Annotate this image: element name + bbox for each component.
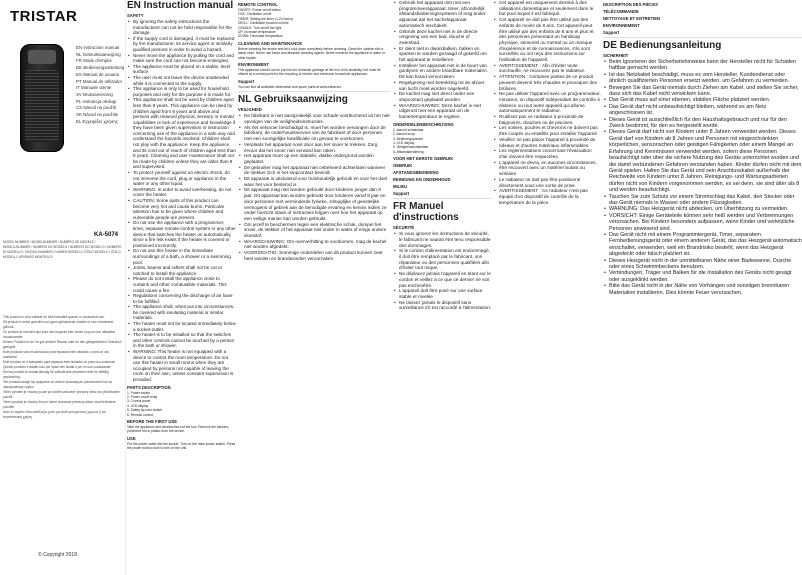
en-remote-item: DOWN: Decrease temperature <box>238 34 284 39</box>
en-safety-item: • The heater must not be located immediately below a socket-outlet. <box>133 321 236 332</box>
fr-safety-item: • L'appareil ne devra, en aucunes circonstances, être recouvert avec un matériel isolant ou similaire. <box>499 160 601 177</box>
en-use-heading: USE <box>127 435 136 441</box>
fr-safety-item: • Cet appareil ne doit pas être utilisé par des enfants de moins de 8 ans. Cet appareil peut être utilisé par des enfants de 8 ans et plus et des personnes présentant un handicap physique, sensoriel ou mental ou un manque d'expérience et de connaissances, s'ils sont surveillés ou ont reçu des instructions sur l'utilisation de l'appareil. <box>499 17 601 63</box>
de-safety-item: • Das Gerät muss auf einer ebenen, stabilen Fläche platziert werden. <box>609 97 802 103</box>
en-part-item: 1. Power switch <box>127 390 151 395</box>
nl-title: NL Gebruiksaanwijzing <box>238 94 348 106</box>
nl-safety-item: • De kachel mag niet direct onder een stopcontact geplaatst worden. <box>399 91 492 102</box>
language-item: CS Návod na použití <box>76 105 117 111</box>
fr-remote-heading: TÉLÉCOMMANDE <box>603 9 639 14</box>
fr-safety-item: • Les réglementations concernant l'évacuation d'air doivent être respectées. <box>499 148 601 159</box>
language-item: IT Manuale utente <box>76 85 112 91</box>
nl-part-item: 4. LED display <box>393 140 415 145</box>
cover-column <box>0 0 126 575</box>
language-item: EN Instruction manual <box>76 45 120 50</box>
language-item: EL Εγχειρίδιο χρήσης <box>76 118 118 124</box>
en-safety-item: • Do not use the appliance with a programmer, timer, separate remote-control system or any other device that switches the heater on automatically, since a fire risk exists if the heater is covered or positioned incorrectly. <box>133 220 236 248</box>
en-cleaning-text: Before cleaning the device and let it cool down completely before cleaning. Clean the outside with a damp cloth. Never use harsh and abrasive cleaning agents. Never immerse the appliance in water or other liquids. <box>238 46 385 60</box>
en-safety-heading: SAFETY <box>127 13 144 18</box>
en-part-item: 6. Remote control <box>127 412 154 417</box>
de-safety-item: • Tauchen Sie zum Schutz vor einem Stromschlag das Kabel, den Stecker oder das Gerät niemals in Wasser oder andere Flüssigkeiten. <box>609 194 802 207</box>
en-remote-item: CRADLE: Turn on/off the light <box>238 25 282 30</box>
en-before-text: Take the appliance and accessories out the box. Remove the stickers, protective foil or plastic from the device. <box>127 425 230 434</box>
multilingual-safety-notice: This product is only suitable for well-insulated spaces or occasional use. Dit product is enkel geschikt voor goed geïsoleerde ruimtes of voor incidenteel gebruik. Ce produit ne convient que pour des espaces bien isolés ou pour une utilisation occasionnelle. Dieses Produkt ist nur für gut isolierte Räume oder für den gelegentlichen Gebrauch geeignet. Este producto sólo es adecuado para espacios bien aislados o para un uso ocasional. Este produto só é adequado para espaços bem isolados ou para uso ocasional. Questo prodotto è adatto solo per spazi ben isolati o per un uso occasionale. Denna produkt är endast lämplig för välisolerade utrymmen eller för tillfällig användning. Ten produkt nadaje się wyłącznie do dobrze izolowanych pomieszczeń lub do okazjonalnego użytku. Tento výrobek je vhodný pouze pro dobře izolované prostory nebo pro příležitostné použití. Tento výrobok je vhodný iba pre dobre izolované priestory alebo na príležitostné použitie. Αυτό το προϊόν είναι κατάλληλο μόνο για καλά μονωμένους χώρους ή για περιστασιακή χρήση. <box>3 315 122 419</box>
copyright-notice: © Copyright 2018 <box>38 552 77 558</box>
fr-env-heading: ENVIRONNEMENT <box>603 23 640 28</box>
nl-safety-item: • Gebruik het apparaat niet met een programmeerapparaat, timer, afzonderlijk afstandsbedieningssysteem of enig ander apparaat dat het kachelapparaat automatisch inschakelt. <box>399 0 492 29</box>
en-safety-item: • Joints, beams and rafters shall not be cut or notched to install the appliance. <box>133 265 236 276</box>
heater-product-image <box>20 44 64 152</box>
en-part-item: 3. Control panel <box>127 399 151 404</box>
en-support-text: You can find all available information and spare parts at www.tristar.eu! <box>238 84 342 89</box>
nl-cleaning-heading: REINIGING EN ONDERHOUD <box>393 177 451 183</box>
en-safety-item: • Never move the appliance by pulling the cord and make sure the cord can not become entangled. <box>133 53 236 64</box>
nl-support-heading: Support <box>393 191 410 197</box>
de-safety-item: • Dieses Gerät darf nicht von Kindern unter 8 Jahren verwendet werden. Dieses Gerät darf von Kindern ab 8 Jahren und Personen mit eingeschränkten körperlichen, sensorischen oder geistigen Fähigkeiten oder einem Mangel an Erfahrung und Kenntnissen verwendet werden, sofern diese Personen beaufsichtigt oder über die sichere Nutzung des Geräts unterrichtet wurden und die damit verbundenen Gefahren verstanden haben. Kinder dürfen nicht mit dem Gerät spielen. Halten Sie das Gerät und sein Anschlusskabel außerhalb der Reichweite von Kindern unter 8 Jahren. Reinigungs- und Wartungsarbeiten dürfen nicht von Kindern vorgenommen werden, es sei denn, sie sind älter als 8 und werden beaufsichtigt. <box>609 129 802 193</box>
nl-safety-item: • Dit apparaat is uitsluitend voor huishoudelijk gebruik en voor het doel waar het voor bestemd is. <box>244 176 390 187</box>
en-parts-heading: PARTS DESCRIPTION <box>127 384 171 390</box>
fr-safety-item: • N'utilisez pas ce radiateur à proximité de baignoires, douches ou de piscines. <box>499 114 601 125</box>
nl-use-heading: GEBRUIK <box>393 163 413 169</box>
nl-safety-item: • Regelgeving met betrekking tot de afvoer van lucht moet worden nageleefd. <box>399 80 492 91</box>
nl-safety-list <box>238 113 390 261</box>
de-safety-item: • Beim Ignorieren der Sicherheitshinweise kann der Hersteller nicht für Schäden haftbar gemacht werden. <box>609 59 802 72</box>
en-safety-item: • By ignoring the safety instructions the manufacturer can not be held responsible for the damage. <box>133 19 236 36</box>
section-divider <box>603 37 802 38</box>
nl-before-heading: VOOR HET EERSTE GEBRUIK <box>393 156 454 162</box>
nl-part-item: 1. Aan/uit schakelaar <box>393 127 424 132</box>
en-part-item: 5. Safety tip-over switch <box>127 408 162 413</box>
nl-safety-heading: VEILIGHEID <box>238 107 262 113</box>
heater-grille <box>25 70 59 142</box>
en-part-item: 2. Power on/off relay <box>127 395 158 399</box>
de-safety-item: • VORSICHT: Einige Geräteteile können sehr heiß werden und Verbrennungen verursachen. Bei Kindern besonders aufpassen, wenn Kinder und verletzliche Personen anwesend sind. <box>609 213 802 232</box>
en-safety-item: • The appliance must be placed on a stable, level surface. <box>133 64 236 75</box>
en-remote-list <box>238 8 390 39</box>
en-safety-list <box>127 19 236 383</box>
de-safety-item: • Das Gerät darf nicht unbeaufsichtigt bleiben, während es am Netz angeschlossen ist. <box>609 104 802 117</box>
en-safety-item: • Regulations concerning the discharge of air have to be fulfilled. <box>133 293 236 304</box>
nl-safety-item: • Gebruik deze kachel niet in de directe omgeving van een bad, douche of zwembad. <box>399 29 492 46</box>
fr-column <box>493 0 601 575</box>
fr-safety-item: • Ne pas utiliser l'appareil avec un programmateur, minuteur, un dispositif indépendant de contrôle à distance ou tout autre appareil qui allume automatiquement le radiateur. <box>499 91 601 114</box>
language-item: SV Bruksanvisning <box>76 91 113 97</box>
fr-safety-list-continued <box>493 0 601 205</box>
de-safety-list <box>603 59 802 296</box>
fr-safety-item: • Si vous ignorez les instructions de sécurité, le fabricant ne saurait être tenu responsable des dommages. <box>399 231 492 248</box>
en-part-item: 4. LED display <box>127 403 149 408</box>
fr-safety-list <box>393 231 492 311</box>
en-parts-list <box>127 391 236 417</box>
en-safety-item: • The heater is to be installed so that the switches and other controls cannot be touched by a person in the bath or shower. <box>133 332 236 349</box>
en-safety-item: • CAUTION: Some parts of this product can become very hot and cause burns. Particular attention has to be given where children and vulnerable people are present. <box>133 198 236 220</box>
nl-safety-item: • Het apparaat moet op een stabiele, vlakke ondergrond worden geplaatst. <box>244 153 390 164</box>
en-safety-item: • The appliance shall, when put into circumstances, be covered with insulating material or similar materials. <box>133 304 236 321</box>
nl-env-heading: MILIEU <box>393 184 408 190</box>
en-remote-item: ON/OFF: Power on/off button <box>238 8 281 12</box>
fr-safety-heading: SÉCURITÉ <box>393 225 415 231</box>
fr-safety-item: • Cet appareil est uniquement destiné à des utilisations domestiques et seulement dans le but pour lequel il est fabriqué. <box>499 0 601 17</box>
de-title: DE Bedienungsanleitung <box>603 40 722 51</box>
nl-column <box>393 0 492 575</box>
en-safety-item: • The user must not leave the device unattended while it is connected to the supply. <box>133 75 236 86</box>
de-safety-item: • Das Gerät nicht mit einem Programmiergerät, Timer, separatem Fernbedienungsgerät oder einem anderen Gerät, das das Heizgerät automatisch einschaltet, verwenden, weil ein Brandrisiko besteht, wenn das Heizgerät abgedeckt oder falsch platziert ist. <box>609 232 802 258</box>
fr-title: FR Manuel d'instructions <box>393 201 459 224</box>
nl-safety-list-continued <box>393 0 492 120</box>
en-env-heading: ENVIRONMENT <box>238 62 269 68</box>
en-remote-item: DEG-L: Oscillation function control <box>238 21 289 26</box>
brand-logo: TRISTAR <box>10 8 78 25</box>
fr-de-column <box>603 0 802 575</box>
language-item: SK Návod na použitie <box>76 112 119 118</box>
nl-part-item: 5. Veiligheidsschakelaar <box>393 145 429 150</box>
en-remote-heading: REMOTE CONTROL <box>238 2 278 7</box>
en-remote-item: TIMER: Setting the timer (1-24 hours) <box>238 16 293 21</box>
nl-part-item: 3. Bedieningspaneel <box>393 136 423 141</box>
en-safety-item: • To protect yourself against an electric shock, do not immerse the cord, plug or appliance in the water or any other liquid. <box>133 170 236 187</box>
language-item: NL Gebruiksaanwijzing <box>76 51 121 57</box>
language-item: FR Mode d'emploi <box>76 58 112 64</box>
fr-parts-heading: DESCRIPTION DES PIÈCES <box>603 2 658 7</box>
en-remote-item: UP: Increase temperature <box>238 30 276 35</box>
nl-safety-item: • Installeer het apparaat niet in de buurt van gordijnen en andere brandbare materialen. Dit kan brand veroorzaken. <box>399 63 492 80</box>
language-item: PT Manual de utilizador <box>76 78 123 84</box>
de-safety-item: • Bitte das Gerät nicht in der Nähe von Vorhängen und sonstigen brennbaren Materialien installieren. Dies könnte Feuer verursachen. <box>609 283 802 296</box>
language-item: DE Bedienungsanleitung <box>76 65 125 71</box>
en-remote-item: OSC: Oscillation on/off <box>238 12 272 17</box>
fr-safety-item: • Veuillez ne pas placer l'appareil à proximité de rideaux et d'autres matériaux inflammables. <box>499 137 601 148</box>
nl-remote-heading: AFSTANDSBEDIENING <box>393 170 439 176</box>
fr-safety-item: • AVERTISSEMENT : Afin d'éviter toute surchauffe, ne recouvrez pas le radiateur. <box>499 63 601 74</box>
de-safety-item: • Verbindungen, Träger und Balken für die Installation des Geräts nicht gesägt oder ausgeklinkt werden. <box>609 270 802 283</box>
nl-part-item: 6. Afstandsbediening <box>393 149 424 154</box>
nl-safety-item: • Als het netsnoer beschadigd is, moet het worden vervangen door de fabrikant, de onderhoudsservice van de fabrikant of door personen met een soortgelijke kwalificatie om gevaar te voorkomen. <box>244 125 390 142</box>
nl-safety-item: • Er dient niet in dwarsbalken, balken en spanten te worden gezaagd of gekerfd om het apparaat te installeren. <box>399 46 492 63</box>
fr-safety-item: • Ne laissez jamais le dispositif sans surveillance s'il est raccordé à l'alimentation. <box>399 300 492 311</box>
nl-parts-heading: ONDERDELENBESCHRIJVING <box>393 121 454 127</box>
en-safety-item: • If the supply cord is damaged, it must be replaced by the manufacturer, its service agent or similarly qualified persons in order to avoid a hazard. <box>133 36 236 53</box>
nl-safety-item: • VOORZICHTIG: Sommige onderdelen van dit product kunnen zeer heet worden en brandwonden veroorzaken. <box>244 250 390 261</box>
de-safety-item: • Dieses Heizgerät nicht in der unmittelbaren Nähe einer Badewanne, Dusche oder eines Schwimmbeckens benutzen. <box>609 258 802 271</box>
en-column <box>127 0 236 575</box>
nl-safety-item: • Verplaats het apparaat nooit door aan het snoer te trekken. Zorg ervoor dat het snoer niet verward kan raken. <box>244 142 390 153</box>
en-safety-item: • Please do not install the appliance close to curtains and other combustible materials. This could cause a fire. <box>133 276 236 293</box>
en-safety-item: • This appliance is only to be used for household purposes and only for the purpose it is made for. <box>133 86 236 97</box>
multilingual-notice: MODEL NUMBER / MODELNUMMER / NUMÉRO DE MODÈLE / MODELLNUMMER / NÚMERO DE MODELO / NÚMERO DO MODELO / NUMERO DI MODELLO / MODELLNUMMER / NUMER MODELU / ČÍSLO MODELU / ČÍSLO MODELU / ΑΡΙΘΜΟΣ ΜΟΝΤΕΛΟΥ <box>3 240 122 259</box>
nl-safety-item: • De fabrikant is niet aansprakelijk voor schade voortkomend uit het niet opvolgen van de veiligheidsinstructies. <box>244 113 390 124</box>
nl-parts-list <box>393 128 492 154</box>
en-env-text: This appliance should not be put into the domestic garbage at the end of its durability, but must be offered at a central point for the recycling of electric and electronic household appliances. <box>238 68 381 77</box>
en-cleaning-heading: CLEANING AND MAINTENANCE <box>238 40 303 46</box>
en-nl-column <box>238 0 390 575</box>
en-before-heading: BEFORE THE FIRST USE <box>127 419 178 425</box>
nl-part-item: 2. Aan/uit knop <box>393 132 415 137</box>
model-number: KA-5074 <box>94 232 119 238</box>
nl-safety-item: • Om jezelf te beschermen tegen een elektrische schok, dompel het snoer, de stekker of het apparaat niet onder in water of enige andere vloeistof. <box>244 222 390 239</box>
en-use-text: Put the power cable into the socket. Turn on the main power switch. Press the power button once to turn on the unit. <box>127 441 236 451</box>
fr-cleaning-heading: NETTOYAGE ET ENTRETIEN <box>603 16 661 21</box>
en-safety-item: • WARNING: This heater is not equipped with a device to control the room temperature. Do not use this heater in small rooms when they are occupied by persons not capable of leaving the room on their own, unless constant supervision is provided. <box>133 349 236 383</box>
fr-support-heading: Support <box>603 30 620 35</box>
nl-safety-item: • De gebruiker mag het apparaat niet onbeheerd achterlaten wanneer de stekker zich in het stopcontact bevindt. <box>244 165 390 176</box>
en-safety-item: • Do not use this heater in the immediate surroundings of a bath, a shower or a swimming pool. <box>133 248 236 265</box>
en-title: EN Instruction manual <box>127 0 234 11</box>
en-safety-item: • This appliance shall not be used by children aged less than 8 years. This appliance can be used by children aged from 8 years and above and persons with reduced physical, sensory or mental capabilities or lack of experience and knowledge if they have been given supervision or instruction concerning use of the appliance in a safe way and understand the hazards involved. Children shall not play with the appliance. Keep the appliance and its cord out of reach of children aged less than 8 years. Cleaning and user maintenance shall not be made by children unless they are older than 8 and supervised. <box>133 97 236 170</box>
language-item: PL Instrukcja obsługi <box>76 98 117 104</box>
fr-safety-item: • L'appareil doit être posé sur une surface stable et nivelée. <box>399 288 492 299</box>
language-list <box>76 45 124 125</box>
heater-control-panel <box>28 50 56 64</box>
fr-safety-item: • ATTENTION : Certaines parties de ce produit peuvent devenir très chaudes et provoquer des brûlures. <box>499 74 601 91</box>
language-item: ES Manual de usuario <box>76 71 120 77</box>
en-safety-item: • WARNING: In order to avoid overheating, do not cover the heater. <box>133 187 236 198</box>
de-safety-heading: SICHERHEIT <box>603 53 629 58</box>
nl-safety-item: • WAARSCHUWING: Om oververhitting te voorkomen, mag de kachel niet worden afgedekt. <box>244 239 390 250</box>
fr-safety-item: • Ne déplacez jamais l'appareil en tirant sur le cordon et veillez à ce que ce dernier ne soit pas enchevêtré. <box>399 271 492 288</box>
de-safety-item: • Dieses Gerät ist ausschließlich für den Haushaltsgebrauch und nur für den Zweck bestimmt, für den es hergestellt wurde. <box>609 117 802 130</box>
nl-safety-item: • Dit apparaat mag niet worden gebruikt door kinderen jonger dan 8 jaar. Dit apparaat kan worden gebruikt door kinderen vanaf 8 jaar en door personen met verminderde fysieke, zintuiglijke of geestelijke vermogens of gebrek aan de benodigde ervaring en kennis indien ze onder toezicht staan of instructies krijgen over hoe het apparaat op een veilige manier kan worden gebruikt. <box>244 187 390 221</box>
en-support-heading: Support <box>238 78 255 84</box>
de-safety-item: • Ist das Netzkabel beschädigt, muss es vom Hersteller, Kundendienst oder ähnlich qualifizierten Personen ersetzt werden, um Gefahren zu vermeiden. <box>609 72 802 85</box>
fr-safety-item: • Si le cordon d'alimentation est endommagé, il doit être remplacé par le fabricant, son réparateur ou des personnes qualifiées afin d'éviter tout risque. <box>399 248 492 271</box>
de-safety-item: • WARNUNG: Das Heizgerät nicht abdecken, um Überhitzung zu vermeiden. <box>609 206 802 212</box>
fr-safety-item: • Les solives, poutres et chevrons ne doivent pas être coupés ou entaillés pour installer l'appareil. <box>499 125 601 136</box>
fr-safety-item: • Le radiateur ne doit pas être positionné directement sous une sortie de prise. <box>499 177 601 188</box>
section-divider <box>393 198 492 199</box>
section-divider <box>238 91 390 92</box>
fr-safety-item: • AVERTISSEMENT : Ce radiateur n'est pas équipé d'un dispositif de contrôle de la température de la pièce. <box>499 188 601 205</box>
nl-safety-item: • WAARSCHUWING: Deze kachel is niet uitgerust met een apparaat om de kamertemperatuur te regelen. <box>399 103 492 120</box>
de-safety-item: • Bewegen Sie das Gerät niemals durch Ziehen am Kabel, und stellen Sie sicher, dass sich das Kabel nicht verwickeln kann. <box>609 85 802 98</box>
